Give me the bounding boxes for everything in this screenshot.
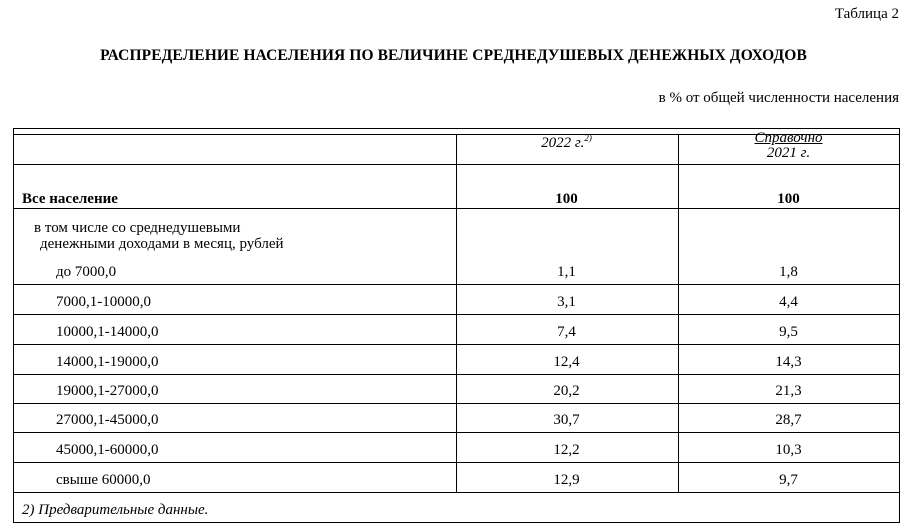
row-value-2022: 7,4 — [557, 324, 576, 340]
row-label: 27000,1-45000,0 — [56, 412, 159, 428]
row-label: до 7000,0 — [56, 264, 117, 280]
row-value-2021: 14,3 — [775, 354, 802, 370]
row-value-2021: 9,7 — [779, 472, 798, 488]
row-label: 10000,1-14000,0 — [56, 324, 159, 340]
total-row-2021: 100 — [777, 191, 800, 207]
footnote-marker: 2) — [584, 133, 592, 143]
footnote: 2) Предварительные данные. — [22, 502, 209, 518]
column-header-2021 — [678, 131, 899, 161]
row-value-2022: 1,1 — [557, 264, 576, 280]
units-note: в % от общей численности населения — [658, 90, 899, 106]
document-title: РАСПРЕДЕЛЕНИЕ НАСЕЛЕНИЯ ПО ВЕЛИЧИНЕ СРЕДНЕДУШЕВЫХ ДЕНЕЖНЫХ ДОХОДОВ — [100, 47, 807, 64]
column-header-2021-line2: 2021 г. — [766, 145, 811, 161]
column-header-2021-line1: Справочно — [754, 130, 823, 146]
subheader-line1: в том числе со среднедушевыми — [34, 220, 241, 236]
row-label: 7000,1-10000,0 — [56, 294, 151, 310]
row-value-2022: 12,2 — [553, 442, 580, 458]
row-label: 45000,1-60000,0 — [56, 442, 159, 458]
row-value-2021: 10,3 — [775, 442, 802, 458]
row-label: 19000,1-27000,0 — [56, 383, 159, 399]
column-header-2022-text: 2022 г. — [541, 135, 585, 151]
total-row-label: Все население — [22, 191, 118, 207]
row-value-2021: 9,5 — [779, 324, 798, 340]
row-value-2021: 1,8 — [779, 264, 798, 280]
row-value-2022: 20,2 — [553, 383, 580, 399]
row-value-2022: 12,4 — [553, 354, 580, 370]
subheader-line2: денежными доходами в месяц, рублей — [40, 236, 284, 252]
total-row-2022: 100 — [555, 191, 578, 207]
column-divider — [678, 134, 679, 492]
column-header-2022 — [456, 131, 677, 151]
column-divider — [456, 134, 457, 492]
income-distribution-table — [13, 128, 900, 523]
row-value-2021: 21,3 — [775, 383, 802, 399]
row-value-2022: 30,7 — [553, 412, 580, 428]
row-value-2022: 3,1 — [557, 294, 576, 310]
row-label: 14000,1-19000,0 — [56, 354, 159, 370]
row-label: свыше 60000,0 — [56, 472, 151, 488]
row-value-2022: 12,9 — [553, 472, 580, 488]
row-value-2021: 28,7 — [775, 412, 802, 428]
table-number-label: Таблица 2 — [834, 6, 899, 22]
row-value-2021: 4,4 — [779, 294, 798, 310]
footnote-rule — [13, 492, 900, 493]
